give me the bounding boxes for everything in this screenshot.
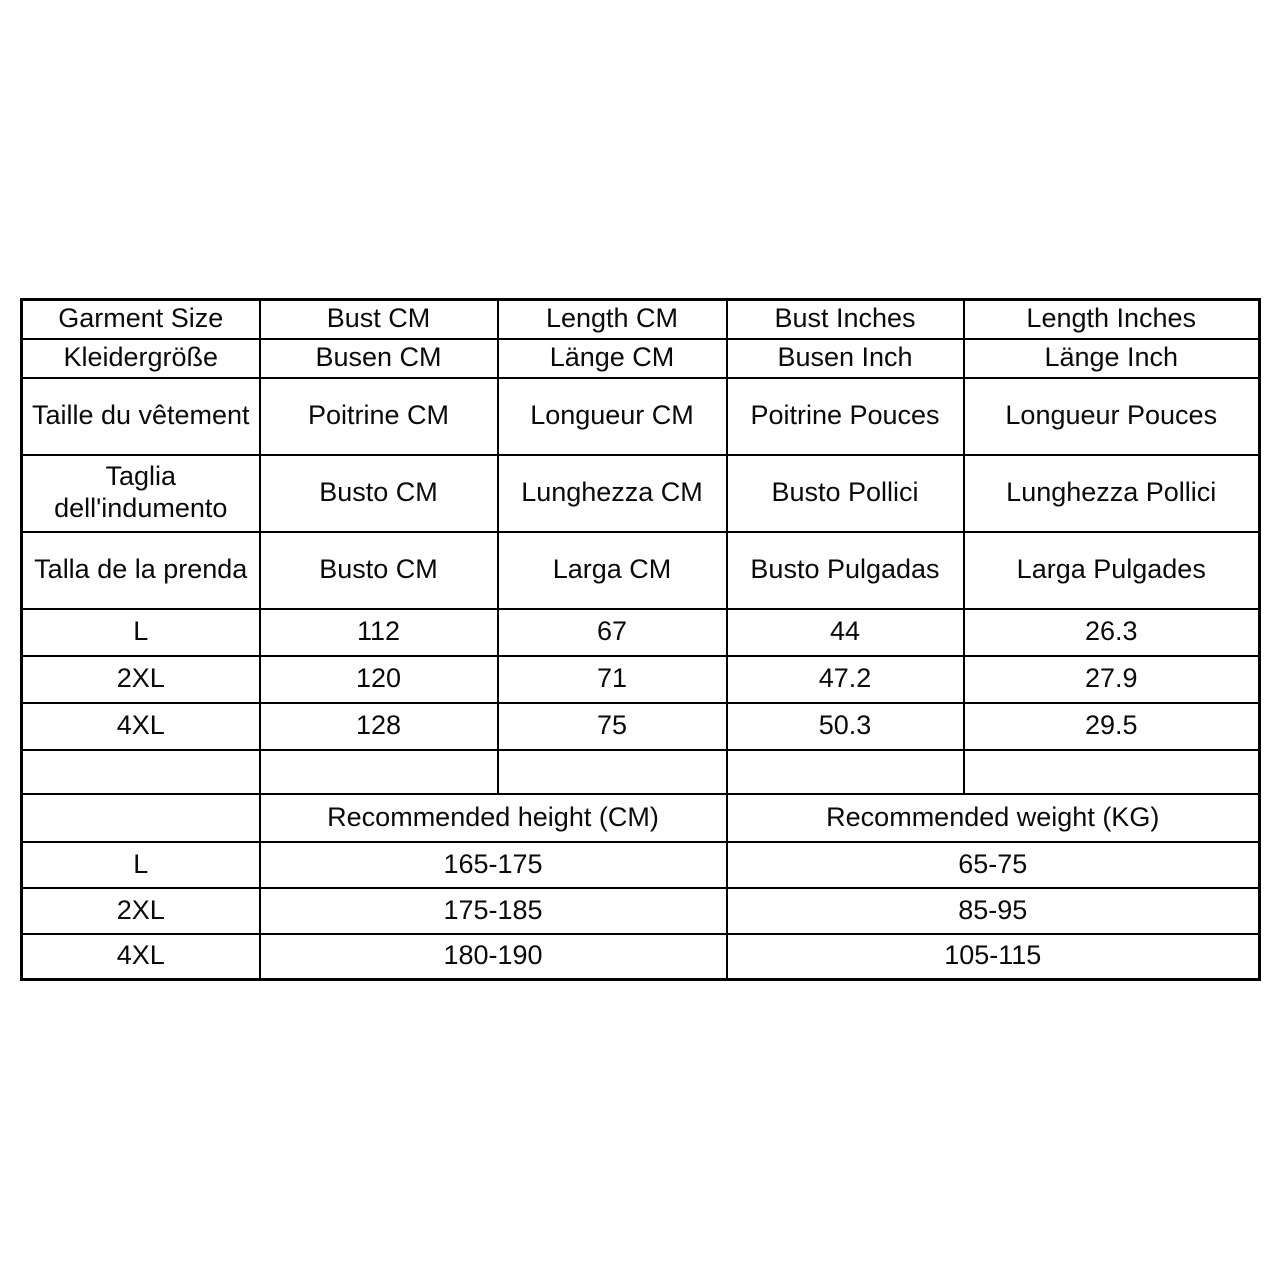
recommended-weight-value-cell: 85-95 — [727, 888, 1260, 934]
empty-cell — [260, 750, 498, 794]
size-row-l — [22, 609, 1260, 656]
length-cm-header-cell: Larga CM — [498, 532, 727, 609]
size-label-cell: 2XL — [22, 888, 260, 934]
length-cm-header-cell: Longueur CM — [498, 378, 727, 455]
header-row-french — [22, 378, 1260, 455]
length-inches-header-cell: Larga Pulgades — [964, 532, 1260, 609]
recommended-height-value-cell: 165-175 — [260, 842, 727, 888]
length-inches-header-cell: Length Inches — [964, 300, 1260, 339]
length-cm-header-cell: Lunghezza CM — [498, 455, 727, 532]
header-row-spanish — [22, 532, 1260, 609]
length-cm-value-cell: 67 — [498, 609, 727, 656]
size-label-cell: L — [22, 609, 260, 656]
empty-cell — [498, 750, 727, 794]
bust-inches-header-cell: Busto Pulgadas — [727, 532, 964, 609]
bust-cm-value-cell: 128 — [260, 703, 498, 750]
recommended-weight-value-cell: 65-75 — [727, 842, 1260, 888]
size-label-cell: 4XL — [22, 703, 260, 750]
recommended-weight-value-cell: 105-115 — [727, 934, 1260, 980]
bust-inches-value-cell: 47.2 — [727, 656, 964, 703]
bust-cm-header-cell: Busto CM — [260, 532, 498, 609]
header-row-italian — [22, 455, 1260, 532]
empty-cell — [727, 750, 964, 794]
size-row-2xl — [22, 656, 1260, 703]
garment-size-header-cell: Taille du vêtement — [22, 378, 260, 455]
recommended-weight-header-cell: Recommended weight (KG) — [727, 794, 1260, 842]
bust-cm-header-cell: Poitrine CM — [260, 378, 498, 455]
length-inches-header-cell: Lunghezza Pollici — [964, 455, 1260, 532]
garment-size-header-cell: Garment Size — [22, 300, 260, 339]
empty-cell — [22, 794, 260, 842]
size-label-cell: 2XL — [22, 656, 260, 703]
recommendation-row-l — [22, 842, 1260, 888]
spacer-row — [22, 750, 1260, 794]
length-inches-header-cell: Länge Inch — [964, 339, 1260, 378]
garment-size-header-cell: Taglia dell'indumento — [22, 455, 260, 532]
recommendation-row-2xl — [22, 888, 1260, 934]
bust-inches-value-cell: 44 — [727, 609, 964, 656]
size-row-4xl — [22, 703, 1260, 750]
garment-size-header-cell: Kleidergröße — [22, 339, 260, 378]
length-inches-value-cell: 29.5 — [964, 703, 1260, 750]
length-inches-value-cell: 27.9 — [964, 656, 1260, 703]
empty-cell — [22, 750, 260, 794]
recommendation-header-row — [22, 794, 1260, 842]
bust-inches-header-cell: Busto Pollici — [727, 455, 964, 532]
length-cm-value-cell: 75 — [498, 703, 727, 750]
garment-size-chart-table — [20, 298, 1261, 981]
length-cm-header-cell: Length CM — [498, 300, 727, 339]
size-label-cell: L — [22, 842, 260, 888]
empty-cell — [964, 750, 1260, 794]
bust-inches-header-cell: Busen Inch — [727, 339, 964, 378]
bust-cm-value-cell: 120 — [260, 656, 498, 703]
bust-inches-value-cell: 50.3 — [727, 703, 964, 750]
length-inches-header-cell: Longueur Pouces — [964, 378, 1260, 455]
bust-cm-header-cell: Busen CM — [260, 339, 498, 378]
header-row-english — [22, 300, 1260, 339]
bust-inches-header-cell: Bust Inches — [727, 300, 964, 339]
bust-inches-header-cell: Poitrine Pouces — [727, 378, 964, 455]
bust-cm-value-cell: 112 — [260, 609, 498, 656]
length-inches-value-cell: 26.3 — [964, 609, 1260, 656]
length-cm-value-cell: 71 — [498, 656, 727, 703]
recommended-height-header-cell: Recommended height (CM) — [260, 794, 727, 842]
header-row-german — [22, 339, 1260, 378]
bust-cm-header-cell: Busto CM — [260, 455, 498, 532]
garment-size-header-cell: Talla de la prenda — [22, 532, 260, 609]
recommended-height-value-cell: 180-190 — [260, 934, 727, 980]
length-cm-header-cell: Länge CM — [498, 339, 727, 378]
bust-cm-header-cell: Bust CM — [260, 300, 498, 339]
size-label-cell: 4XL — [22, 934, 260, 980]
recommended-height-value-cell: 175-185 — [260, 888, 727, 934]
recommendation-row-4xl — [22, 934, 1260, 980]
